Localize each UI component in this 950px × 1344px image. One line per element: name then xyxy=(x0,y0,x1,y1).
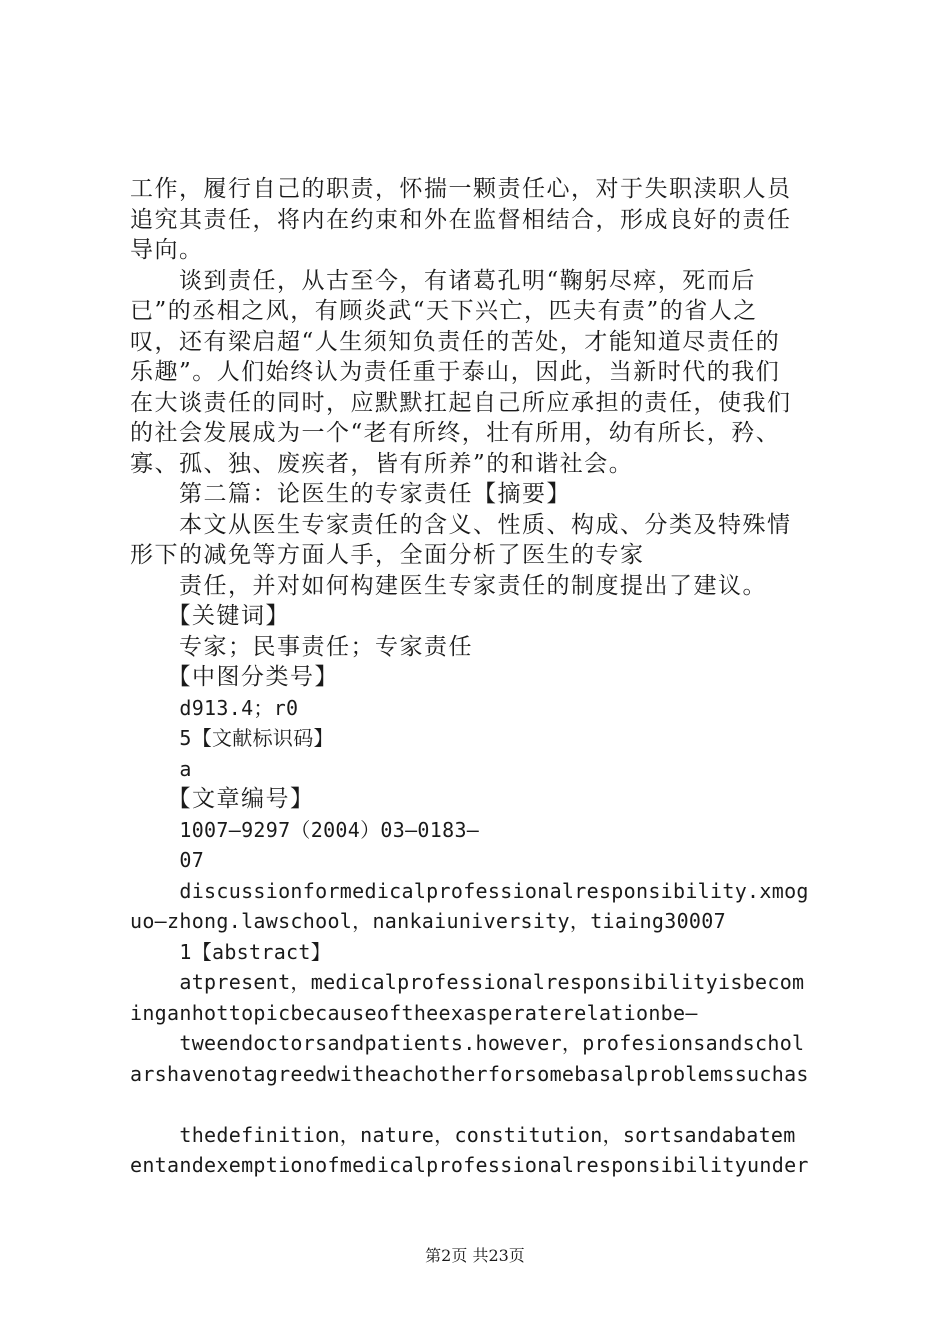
text-line: 本文从医生专家责任的含义、性质、构成、分类及特殊情 xyxy=(130,511,792,538)
english-text-line: arshavenotagreedwitheachotherforsomebasalproblemssuchas xyxy=(130,1061,809,1086)
classification-heading: 【中图分类号】 xyxy=(130,664,339,690)
blank-line xyxy=(130,1089,835,1120)
article-number-value: 1007—9297（2004）03—0183— xyxy=(130,817,480,842)
article-number-value-cont: 07 xyxy=(130,848,205,872)
classification-code: d913.4；r0 xyxy=(130,695,299,720)
english-text-line: discussionformedicalprofessionalresponsibility.xmog xyxy=(130,878,809,903)
doc-code-heading: 5【文献标识码】 xyxy=(130,726,334,750)
text-line: 工作，履行自己的职责，怀揣一颗责任心，对于失职渎职人员 xyxy=(130,176,792,202)
text-line: 已”的丞相之风，有顾炎武“天下兴亡，匹夫有责”的省人之 xyxy=(130,298,758,324)
keywords-text: 专家；民事责任；专家责任 xyxy=(130,633,473,660)
text-line: 寡、孤、独、废疾者，皆有所养”的和谐社会。 xyxy=(130,450,634,477)
page-footer: 第2页 共23页 xyxy=(425,1246,525,1265)
text-line: 乐趣”。人们始终认为责任重于泰山，因此，当新时代的我们 xyxy=(130,359,781,385)
text-line: 形下的减免等方面人手，全面分析了医生的专家 xyxy=(130,542,645,568)
doc-code-value: a xyxy=(130,756,192,781)
english-text-line: tweendoctorsandpatients.however，profesionsandschol xyxy=(130,1031,805,1055)
section-heading: 第二篇：论医生的专家责任【摘要】 xyxy=(130,481,571,507)
english-text-line: atpresent，medicalprofessionalresponsibilityisbecom xyxy=(130,970,805,994)
abstract-heading: 1【abstract】 xyxy=(130,939,332,964)
text-line: 的社会发展成为一个“老有所终，壮有所用，幼有所长，矜、 xyxy=(130,420,781,446)
text-line: 叹，还有梁启超“人生须知负责任的苦处，才能知道尽责任的 xyxy=(130,328,781,355)
english-text-line: entandexemptionofmedicalprofessionalresponsibilityunder xyxy=(130,1153,809,1177)
article-number-heading: 【文章编号】 xyxy=(130,786,315,812)
text-line: 追究其责任，将内在约束和外在监督相结合，形成良好的责任 xyxy=(130,206,792,233)
english-text-line: uo—zhong.lawschool，nankaiuniversity，tiaing30007 xyxy=(130,909,726,933)
document-body xyxy=(130,174,835,1181)
text-line: 导向。 xyxy=(130,237,204,263)
text-line: 谈到责任，从古至今，有诸葛孔明“鞠躬尽瘁，死而后 xyxy=(130,267,756,294)
text-line: 在大谈责任的同时，应默默扛起自己所应承担的责任，使我们 xyxy=(130,389,792,416)
text-line: 责任，并对如何构建医生专家责任的制度提出了建议。 xyxy=(130,572,767,599)
english-text-line: inganhottopicbecauseoftheexasperaterelationbe— xyxy=(130,1000,698,1025)
english-text-line: thedefinition，nature，constitution，sortsandabatem xyxy=(130,1122,796,1147)
keywords-heading: 【关键词】 xyxy=(130,603,290,629)
